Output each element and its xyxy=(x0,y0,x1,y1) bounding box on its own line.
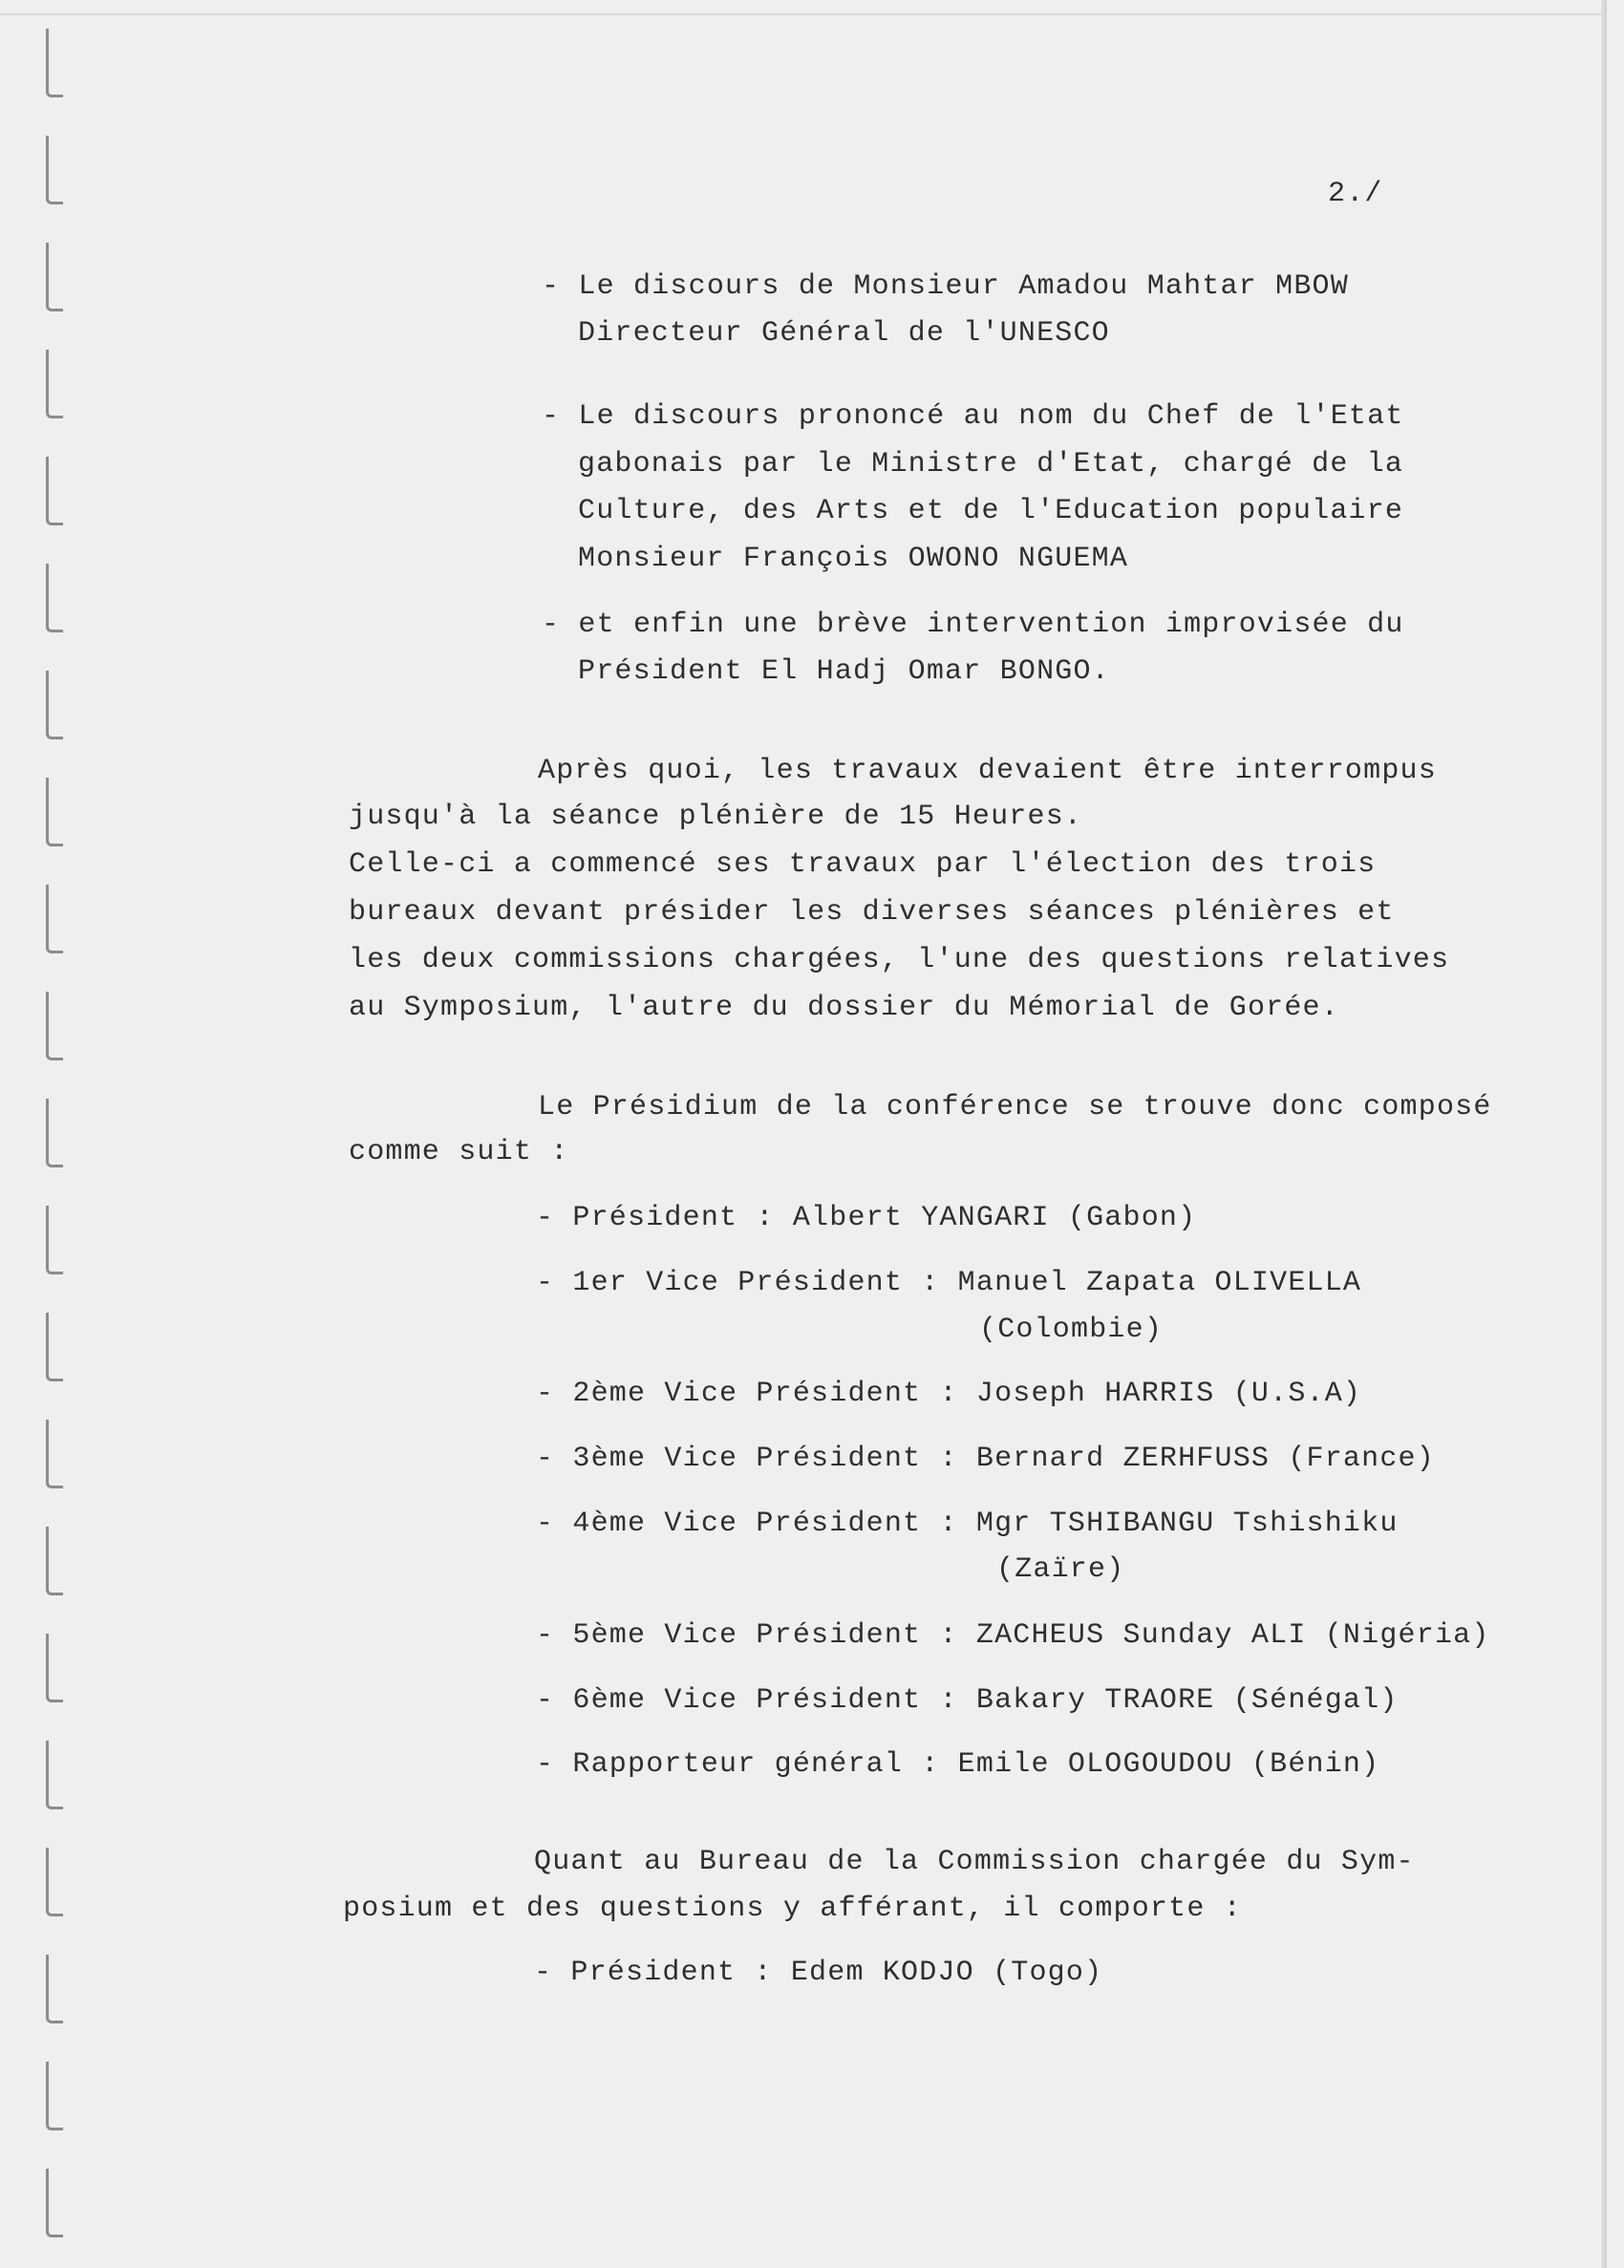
binding-holes xyxy=(46,29,75,2255)
page-number: 2./ xyxy=(1328,178,1383,210)
text-line: - 6ème Vice Président : Bakary TRAORE (Sénégal) xyxy=(536,1684,1399,1717)
binding-hole xyxy=(46,1527,63,1595)
page-right-edge xyxy=(1601,0,1607,2268)
text-line: - 3ème Vice Président : Bernard ZERHFUSS (France) xyxy=(536,1443,1435,1475)
binding-hole xyxy=(46,1206,63,1274)
binding-hole xyxy=(46,671,63,739)
text-line: les deux commissions chargées, l'une des questions relatives xyxy=(349,944,1450,976)
text-line: Monsieur François OWONO NGUEMA xyxy=(578,543,1129,575)
text-line: Président El Hadj Omar BONGO. xyxy=(578,655,1110,688)
text-line: Le Présidium de la conférence se trouve donc composé xyxy=(538,1091,1492,1123)
text-line: Directeur Général de l'UNESCO xyxy=(578,317,1110,350)
text-line: - Président : Edem KODJO (Togo) xyxy=(534,1957,1103,1989)
text-line: Culture, des Arts et de l'Education populaire xyxy=(578,495,1404,527)
binding-hole xyxy=(46,1634,63,1702)
binding-hole xyxy=(46,1313,63,1381)
binding-hole xyxy=(46,992,63,1060)
binding-hole xyxy=(46,457,63,525)
binding-hole xyxy=(46,778,63,846)
text-line: bureaux devant présider les diverses séances plénières et xyxy=(349,896,1395,929)
text-line: - Le discours prononcé au nom du Chef de l'Etat xyxy=(542,400,1404,433)
binding-hole xyxy=(46,350,63,418)
text-line: Après quoi, les travaux devaient être interrompus xyxy=(538,755,1437,787)
binding-hole xyxy=(46,243,63,311)
binding-hole xyxy=(46,2062,63,2130)
text-line: - 4ème Vice Président : Mgr TSHIBANGU Tshishiku xyxy=(536,1508,1399,1540)
text-line: - Rapporteur général : Emile OLOGOUDOU (Bénin) xyxy=(536,1748,1380,1781)
binding-hole xyxy=(46,29,63,97)
binding-hole xyxy=(46,564,63,632)
text-line: Celle-ci a commencé ses travaux par l'élection des trois xyxy=(349,848,1377,881)
text-line: gabonais par le Ministre d'Etat, chargé de la xyxy=(578,448,1404,481)
text-line: - Le discours de Monsieur Amadou Mahtar MBOW xyxy=(542,270,1349,303)
text-line: comme suit : xyxy=(349,1136,569,1168)
binding-hole xyxy=(46,1848,63,1916)
binding-hole xyxy=(46,2169,63,2237)
text-line: Quant au Bureau de la Commission chargée du Sym- xyxy=(534,1846,1415,1878)
text-line: - et enfin une brève intervention improvisée du xyxy=(542,609,1404,641)
binding-hole xyxy=(46,1099,63,1167)
binding-hole xyxy=(46,136,63,204)
text-line: (Colombie) xyxy=(979,1314,1164,1346)
page-top-edge xyxy=(0,13,1605,15)
text-line: - 2ème Vice Président : Joseph HARRIS (U.S.A) xyxy=(536,1378,1362,1410)
text-line: - 1er Vice Président : Manuel Zapata OLIVELLA xyxy=(536,1267,1362,1299)
text-line: (Zaïre) xyxy=(996,1553,1125,1586)
text-line: - Président : Albert YANGARI (Gabon) xyxy=(536,1202,1197,1234)
text-line: jusqu'à la séance plénière de 15 Heures. xyxy=(349,801,1083,833)
text-line: posium et des questions y afférant, il comporte : xyxy=(343,1893,1242,1925)
text-line: au Symposium, l'autre du dossier du Mémorial de Gorée. xyxy=(349,992,1339,1024)
binding-hole xyxy=(46,885,63,953)
binding-hole xyxy=(46,1741,63,1809)
binding-hole xyxy=(46,1955,63,2023)
binding-hole xyxy=(46,1420,63,1488)
text-line: - 5ème Vice Président : ZACHEUS Sunday ALI (Nigéria) xyxy=(536,1619,1490,1652)
